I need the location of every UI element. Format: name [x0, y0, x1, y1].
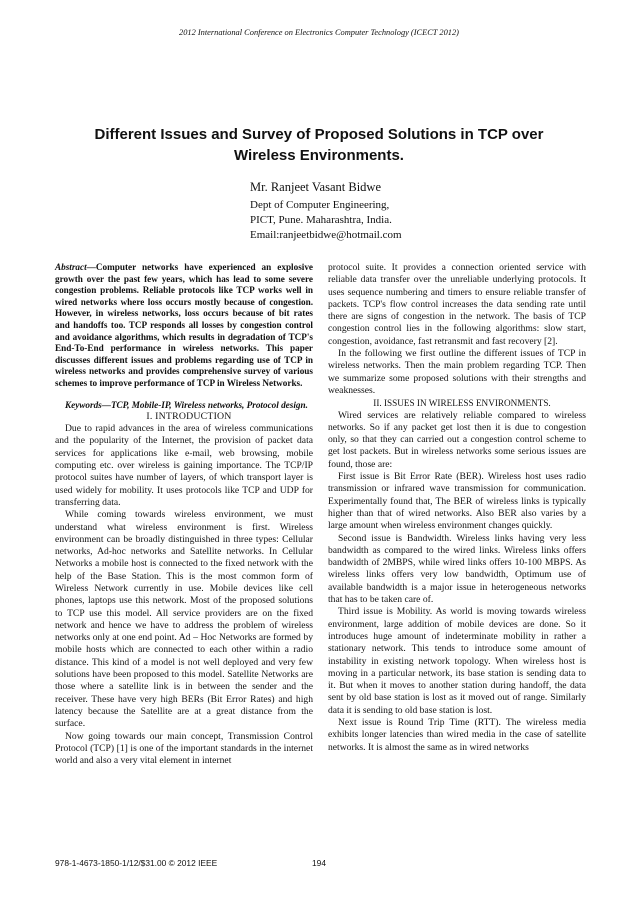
intro-continued-paragraph: In the following we first outline the different issues of TCP in wireless networks. Then the main problem regarding TCP. Then we summarize some proposed solutions with their strengths and weaknesses.: [328, 348, 586, 396]
intro-continued-paragraph: protocol suite. It provides a connection oriented service with reliable data transfer over the unreliable underlying protocols. It uses sequence numbering and timers to ensure reliable transfer of packets. TCP's flow control increases the data sending rate until there are signs of congestion in the network. The basis of TCP congestion control lies in the following algorithms: slow start, congestion, avoidance, fast retransmit and fast recovery [2].: [328, 262, 586, 347]
keywords-label: Keywords: [65, 399, 102, 410]
abstract-label: Abstract: [55, 262, 87, 272]
abstract-text: —Computer networks have experienced an explosive growth over the past few years, which has lead to some severe congestion problems. Reliable protocols like TCP works well in wired networks where loss occurs mostly because of congestion. However, in wireless networks, loss occurs because of bit rates and handoffs too. TCP responds all losses by congestion control and avoidance algorithms, which results in degradation of TCP's End-To-End performance in wireless networks. This paper discusses different issues and problems regarding use of TCP in wireless networks and provides comprehensive survey of various schemes to improve performance of TCP in Wireless Networks.: [55, 262, 313, 388]
author-dept: Dept of Computer Engineering,: [250, 199, 390, 211]
page-number: 194: [312, 858, 326, 868]
author-name: Mr. Ranjeet Vasant Bidwe: [250, 180, 381, 194]
issues-paragraph: Third issue is Mobility. As world is moving towards wireless environment, large addition of mobile devices are done. So it introduces huge amount of indeterminate mobility in rather a stationary network. This tends to introduce some amount of instability in existing network topology. When wireless host is moving in a particular network, its base station is sending data to it. But when it moves to another station during handoff, the data sent by old base station is lost as it moved out of range. Similarly data it is sending to old base station is lost.: [328, 606, 586, 716]
conference-header: 2012 International Conference on Electronics Computer Technology (ICECT 2012): [179, 28, 459, 37]
abstract: [55, 262, 313, 390]
intro-paragraph: While coming towards wireless environment, we must understand what wireless environment is first. Wireless environment can be broadly distinguished in three types: Cellular networks, Ad-hoc networks and Satellite networks. In Cellular Networks a mobile host is connected to the fixed network with the help of the Base Station. This is the most common form of Wireless Network currently in use. Mobile devices like cell phones, laptops use this network. Most of the proposed solutions to TCP use this model. All service providers are on the fixed network and hence we have to address the problem of wireless networks only at one end point. Ad – Hoc Networks are formed by mobile hosts which are connected to each other within a radio distance. This kind of a model is not well deployed and very few solutions have been proposed to this model. Satellite Networks are those where a satellite link is in between the sender and the receiver. These have very high BERs (Bit Error Rates) and high latency because the Satellite are at a great distance from the surface.: [55, 509, 313, 730]
issues-paragraph: Second issue is Bandwidth. Wireless links having very less bandwidth as compared to the wired links. Wireless links offers bandwidth of 2MBPS, while wired links offers 10-100 MBPS. As wireless links offers very low bandwidth, Optimum use of available bandwidth is a major issue in heterogeneous networks that has to be taken care of.: [328, 532, 586, 606]
paper-title: Different Issues and Survey of Proposed Solutions in TCP over Wireless Environments.: [94, 126, 544, 164]
footer-isbn: 978-1-4673-1850-1/12/$31.00 © 2012 IEEE: [55, 858, 218, 868]
intro-paragraph: Now going towards our main concept, Transmission Control Protocol (TCP) [1] is one of the important standards in the internet world and also a very vital element in internet: [55, 730, 313, 767]
keywords: [55, 399, 313, 411]
issues-paragraph: Next issue is Round Trip Time (RTT). The wireless media exhibits longer latencies than wired media in the case of satellite networks. It is almost the same as in wired networks: [328, 716, 586, 753]
author-institute: PICT, Pune. Maharashtra, India.: [250, 214, 392, 226]
left-column: [55, 262, 313, 767]
right-column: [328, 262, 586, 754]
intro-paragraph: Due to rapid advances in the area of wireless communications and the popularity of the Internet, the provision of packet data services for applications like e-mail, web browsing, mobile computing etc. over wireless is gaining importance. The TCP/IP protocol suites have number of layers, of which transport layer is used widely for mobility. It uses protocols like TCP and UDP for transferring data.: [55, 423, 313, 508]
issues-paragraph: Wired services are relatively reliable compared to wireless networks. So if any packet get lost then it is due to congestion only, so that they can carried out a congestion control scheme to get lost packets. But in wireless networks some serious issues are found, those are:: [328, 409, 586, 470]
keywords-text: —TCP, Mobile-IP, Wireless networks, Protocol design.: [101, 399, 308, 410]
issues-paragraph: First issue is Bit Error Rate (BER). Wireless host uses radio transmission or infrared wave transmission for communication. Experimentally found that, The BER of wireless links is typically higher than that of wired networks. Also BER also varies by a large amount when wireless environment changes quickly.: [328, 471, 586, 532]
author-email: Email:ranjeetbidwe@hotmail.com: [250, 229, 402, 241]
author-block: [250, 180, 410, 243]
section-heading-introduction: I. INTRODUCTION: [146, 410, 232, 422]
section-heading-issues: II. ISSUES IN WIRELESS ENVIRONMENTS.: [373, 398, 551, 409]
